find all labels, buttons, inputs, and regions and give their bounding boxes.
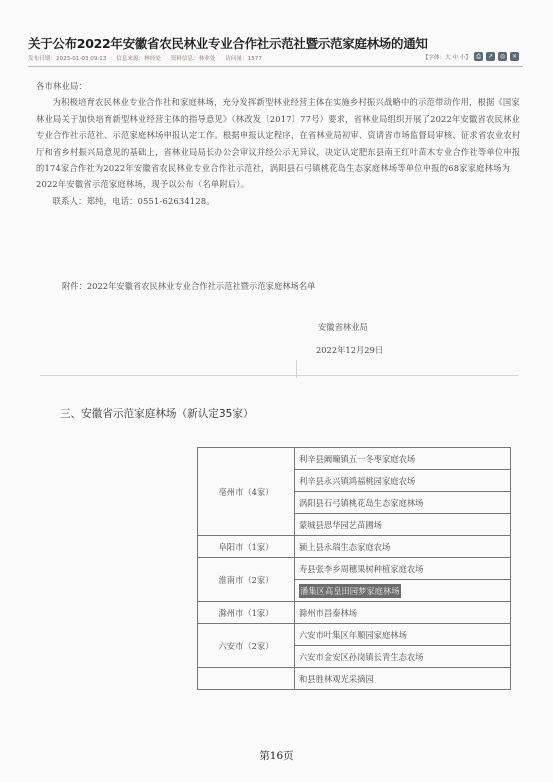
city-cell: 六安市（2家）	[198, 624, 295, 668]
city-cell: 阜阳市（1家）	[198, 536, 295, 558]
main-paragraph: 为积极培育农民林业专业合作社和家庭林场，充分发挥新型林业经营主体在实施乡村振兴战略中的示范带动作用，根据《国家林业局关于加快培育新型林业经营主体的指导意见》（林改发〔2017〕77号）要求，省林业局组织开展了2022年安徽省农民林业专业合作社示范社、示范家庭林场申报认定工作。根据申报认定程序，在省林业局初审、资请省市场监督局审核、征求省农业农村厅和省乡村振兴局意见的基础上，省林业局局长办公会审议并经公示无异议，决定认定肥东县南王红叶苗木专业合作社等单位申报的174家合作社为2022年安徽省农民林业专业合作社示范社，涡阳县石弓镇桃花岛生态家庭林场等单位申报的68家家庭林场为2022年安徽省示范家庭林场，现予以公布（名单附后）。	[36, 97, 521, 190]
farm-name: 颍上县永瑞生态家庭农场	[299, 541, 391, 552]
city-cell: 亳州市（4家）	[198, 448, 295, 536]
table-row	[198, 536, 511, 558]
table-row	[198, 668, 511, 690]
farm-name: 滁州市昌泰林场	[299, 607, 358, 618]
farm-table	[197, 447, 511, 690]
meta-source: 信息来源：林经处	[116, 56, 161, 62]
city-cell	[198, 668, 295, 690]
table-row	[198, 448, 511, 470]
header-divider	[28, 66, 523, 67]
share-icon[interactable]: ↗	[487, 53, 494, 60]
close-icon[interactable]: ×	[511, 53, 518, 60]
font-size-toggle[interactable]: 【字体：大 中 小】	[422, 54, 471, 61]
farm-cell	[295, 470, 511, 492]
city-cell: 滁州市（1家）	[198, 602, 295, 624]
farm-name: 利辛县阚疃镇五一冬枣家庭农场	[299, 453, 416, 464]
page-number: 第16页	[259, 750, 294, 762]
farm-name-highlighted: 潘集区高皇田园梦家庭林场	[300, 585, 400, 596]
farm-name: 和县胜林观光采摘园	[299, 673, 374, 684]
city-cell: 淮南市（2家）	[198, 558, 295, 602]
toolbar	[423, 52, 519, 61]
farm-cell	[295, 580, 511, 602]
meta-date: 发布日期：2023-01-03 09:13	[28, 56, 107, 62]
wechat-icon[interactable]: ◎	[499, 53, 506, 60]
farm-cell	[295, 514, 511, 536]
farm-name: 涡阳县石弓镇桃花岛生态家庭林场	[299, 497, 424, 508]
farm-name: 蒙城县思华园艺苗圃场	[299, 519, 382, 530]
farm-name: 利辛县永兴镇鸿福桃园家庭农场	[299, 475, 416, 486]
meta-org: 资料信息：林业处	[170, 56, 216, 62]
farm-cell	[295, 646, 511, 668]
print-icon[interactable]: ⎙	[474, 52, 483, 61]
farm-cell	[295, 536, 511, 558]
table-row	[198, 558, 511, 580]
farm-cell	[295, 602, 511, 624]
section-title: 三、安徽省示范家庭林场（新认定35家）	[60, 408, 254, 420]
meta-views: 访问量：1577	[225, 56, 262, 62]
attachment-line: 附件：2022年安徽省农民林业专业合作社示范社暨示范家庭林场名单	[62, 281, 316, 291]
table-row	[198, 602, 511, 624]
farm-name: 六安市金安区孙岗镇长青生态农场	[299, 651, 424, 662]
contact-line: 联系人：郑纯，电话：0551-62634128。	[52, 195, 215, 206]
signature-date: 2022年12月29日	[316, 345, 384, 355]
notice-body	[36, 78, 521, 209]
table-row	[198, 624, 511, 646]
fold-line	[40, 375, 518, 376]
farm-cell	[295, 624, 511, 646]
farm-name: 六安市叶集区年顺园家庭林场	[299, 629, 407, 640]
farm-cell	[295, 492, 511, 514]
greeting: 各市林业局：	[36, 81, 87, 91]
notice-title: 关于公布2022年安徽省农民林业专业合作社示范社暨示范家庭林场的通知	[28, 36, 428, 51]
signature-org: 安徽省林业局	[318, 322, 368, 332]
farm-cell	[295, 668, 511, 690]
farm-cell	[295, 558, 511, 580]
farm-cell	[295, 448, 511, 470]
farm-name: 寿县张李乡周穗果树种植家庭农场	[299, 563, 424, 574]
